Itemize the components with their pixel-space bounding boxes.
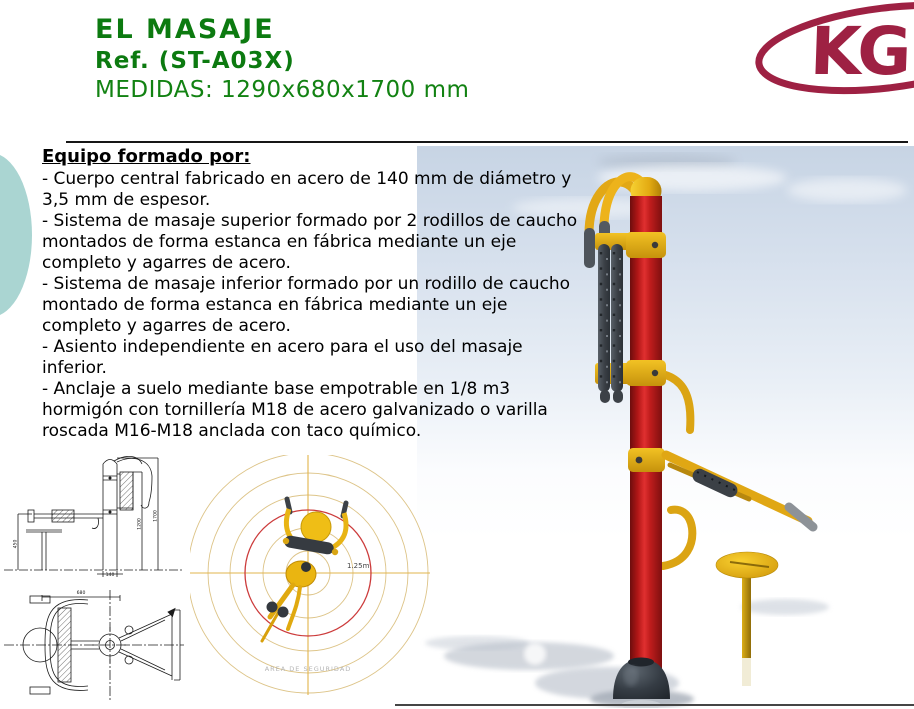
- safety-caption: AREA DE SEGURIDAD: [264, 665, 352, 673]
- decor-teal-circle: [0, 153, 32, 317]
- safety-area-diagram: [190, 455, 430, 705]
- dim-roller-height: 1200: [137, 518, 143, 530]
- dim-seat-height: 450: [13, 539, 19, 549]
- technical-drawing: [2, 452, 207, 704]
- spec-item-upper-rollers: - Sistema de masaje superior formado por 2 rodillos de caucho montados de forma estanca en fábrica mediante un eje completo y agarres de acero.: [42, 211, 578, 273]
- brand-logo-graphic: [740, 0, 914, 105]
- safety-radius-label: 1.25m: [347, 562, 370, 570]
- spec-item-anchor: - Anclaje a suelo mediante base empotrable en 1/8 m3 hormigón con tornillería M18 de acero galvanizado o varilla roscada M16-M18 anclada con taco químico.: [42, 379, 548, 441]
- page-header: [95, 14, 469, 105]
- spec-item-lower-roller: - Sistema de masaje inferior formado por un rodillo de caucho montado de forma estanca en fábrica mediante un eje completo y agarres de acero.: [42, 274, 571, 336]
- product-reference: Ref. (ST-A03X): [95, 48, 295, 74]
- dim-pole-diameter: 140: [105, 573, 115, 578]
- spec-item-body: - Cuerpo central fabricado en acero de 140 mm de diámetro y 3,5 mm de espesor.: [42, 169, 572, 210]
- dim-base-width: 680: [76, 591, 86, 596]
- brand-logo: [740, 0, 914, 105]
- spec-item-seat: - Asiento independiente en acero para el uso del masaje inferior.: [42, 337, 523, 378]
- page-title: EL MASAJE: [95, 14, 275, 45]
- brand-monogram: KG: [808, 13, 909, 90]
- header-divider-line: [66, 141, 908, 143]
- dim-total-height: 1700: [153, 510, 159, 522]
- spec-section: [42, 146, 590, 442]
- product-dimensions: MEDIDAS: 1290x680x1700 mm: [95, 77, 470, 103]
- technical-drawing-graphic: [2, 452, 207, 704]
- spec-heading: Equipo formado por:: [42, 146, 251, 167]
- safety-area-graphic: [190, 455, 430, 705]
- render-bottom-border: [395, 704, 914, 706]
